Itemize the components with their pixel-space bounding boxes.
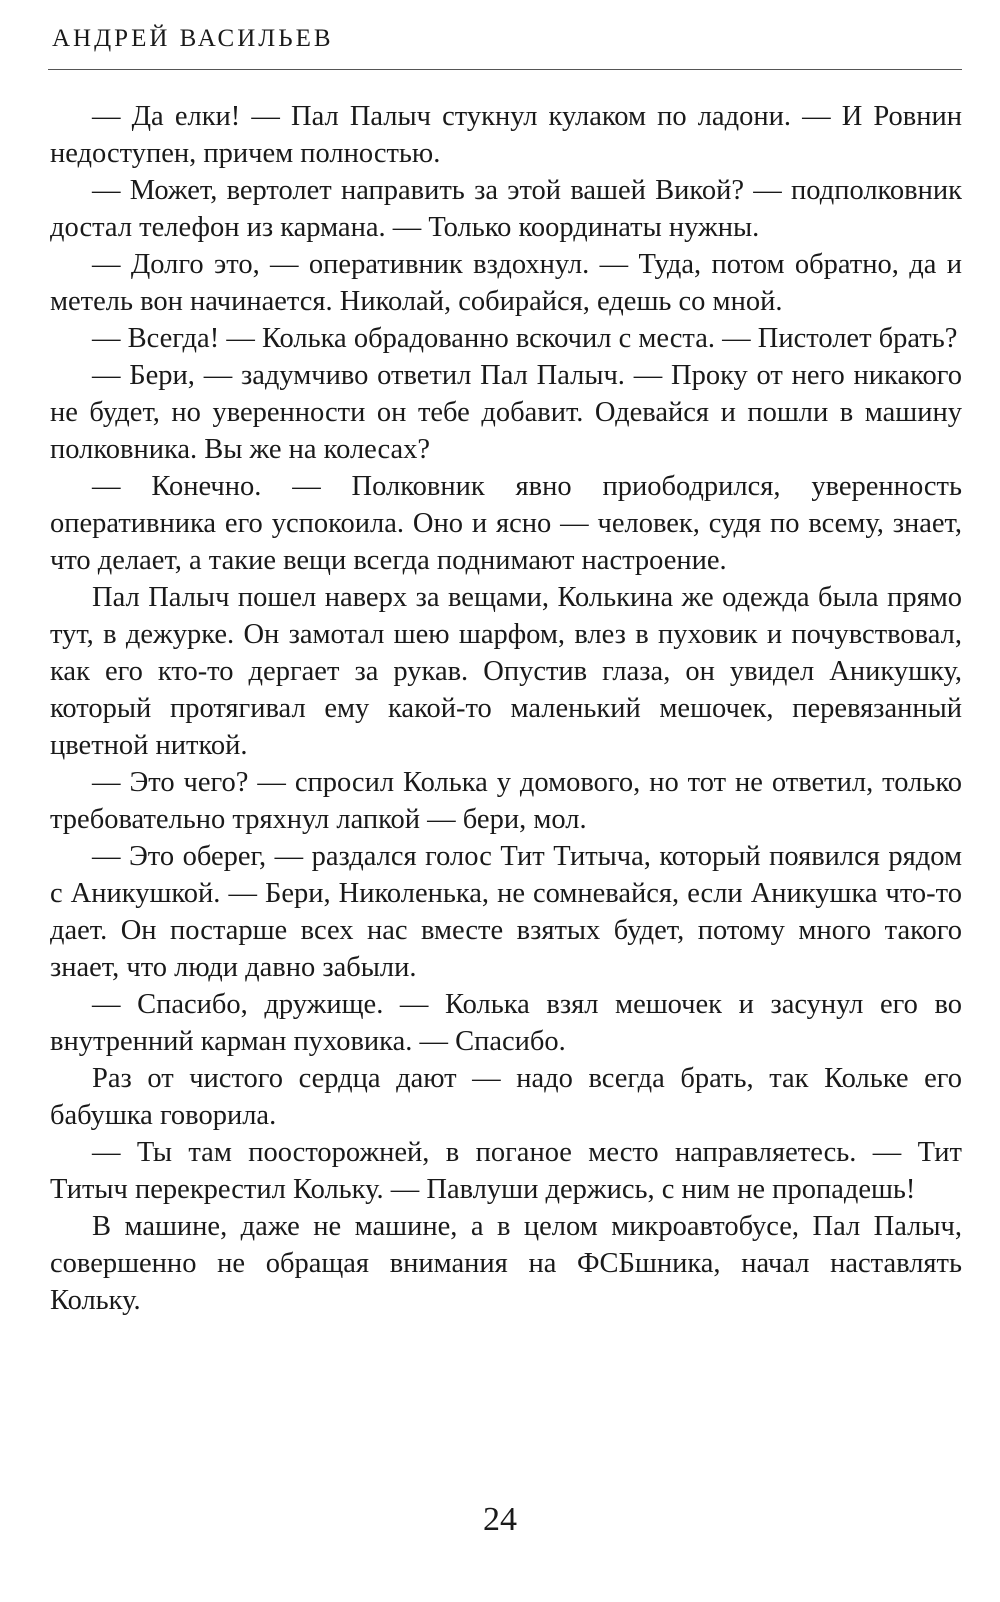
paragraph: — Спасибо, дружище. — Колька взял мешочек и засунул его во внутренний карман пуховика. — Спасибо. <box>50 989 962 1057</box>
page-number: 24 <box>483 1501 517 1538</box>
paragraph: — Может, вертолет направить за этой вашей Викой? — подполковник достал телефон из кармана. — Только координаты нужны. <box>50 175 962 243</box>
paragraph: — Ты там поосторожней, в поганое место направляетесь. — Тит Титыч перекрестил Кольку. — Павлуши держись, с ним не пропадешь! <box>50 1137 962 1205</box>
paragraph: — Конечно. — Полковник явно приободрился, уверенность оперативника его успокоила. Оно и ясно — человек, судя по всему, знает, что делает, а такие вещи всегда поднимают настроение. <box>50 471 962 576</box>
paragraph: — Да елки! — Пал Палыч стукнул кулаком по ладони. — И Ровнин недоступен, причем полностью. <box>50 101 962 169</box>
paragraph: — Это оберег, — раздался голос Тит Титыча, который появился рядом с Аникушкой. — Бери, Николенька, не сомневайся, если Аникушка что-то дает. Он постарше всех нас вместе взятых будет, потому много такого знает, что люди давно забыли. <box>50 841 962 983</box>
paragraph: Пал Палыч пошел наверх за вещами, Колькина же одежда была прямо тут, в дежурке. Он замотал шею шарфом, влез в пуховик и почувствовал, как его кто-то дергает за рукав. Опустив глаза, он увидел Аникушку, который протягивал ему какой-то маленький мешочек, перевязанный цветной ниткой. <box>50 582 962 761</box>
header-divider <box>48 69 962 70</box>
paragraph: — Это чего? — спросил Колька у домового, но тот не ответил, только требовательно тряхнул лапкой — бери, мол. <box>50 767 962 835</box>
paragraph: — Бери, — задумчиво ответил Пал Палыч. — Проку от него никакого не будет, но уверенности он тебе добавит. Одевайся и пошли в машину полковника. Вы же на колесах? <box>50 360 962 465</box>
body-text <box>50 98 962 1319</box>
paragraph: Раз от чистого сердца дают — надо всегда брать, так Кольке его бабушка говорила. <box>50 1063 962 1131</box>
running-header-author: АНДРЕЙ ВАСИЛЬЕВ <box>52 25 334 52</box>
paragraph: — Всегда! — Колька обрадованно вскочил с места. — Пистолет брать? <box>92 323 958 354</box>
paragraph: — Долго это, — оперативник вздохнул. — Туда, потом обратно, да и метель вон начинается. Николай, собирайся, едешь со мной. <box>50 249 962 317</box>
paragraph: В машине, даже не машине, а в целом микроавтобусе, Пал Палыч, совершенно не обращая внимания на ФСБшника, начал наставлять Кольку. <box>50 1211 962 1316</box>
